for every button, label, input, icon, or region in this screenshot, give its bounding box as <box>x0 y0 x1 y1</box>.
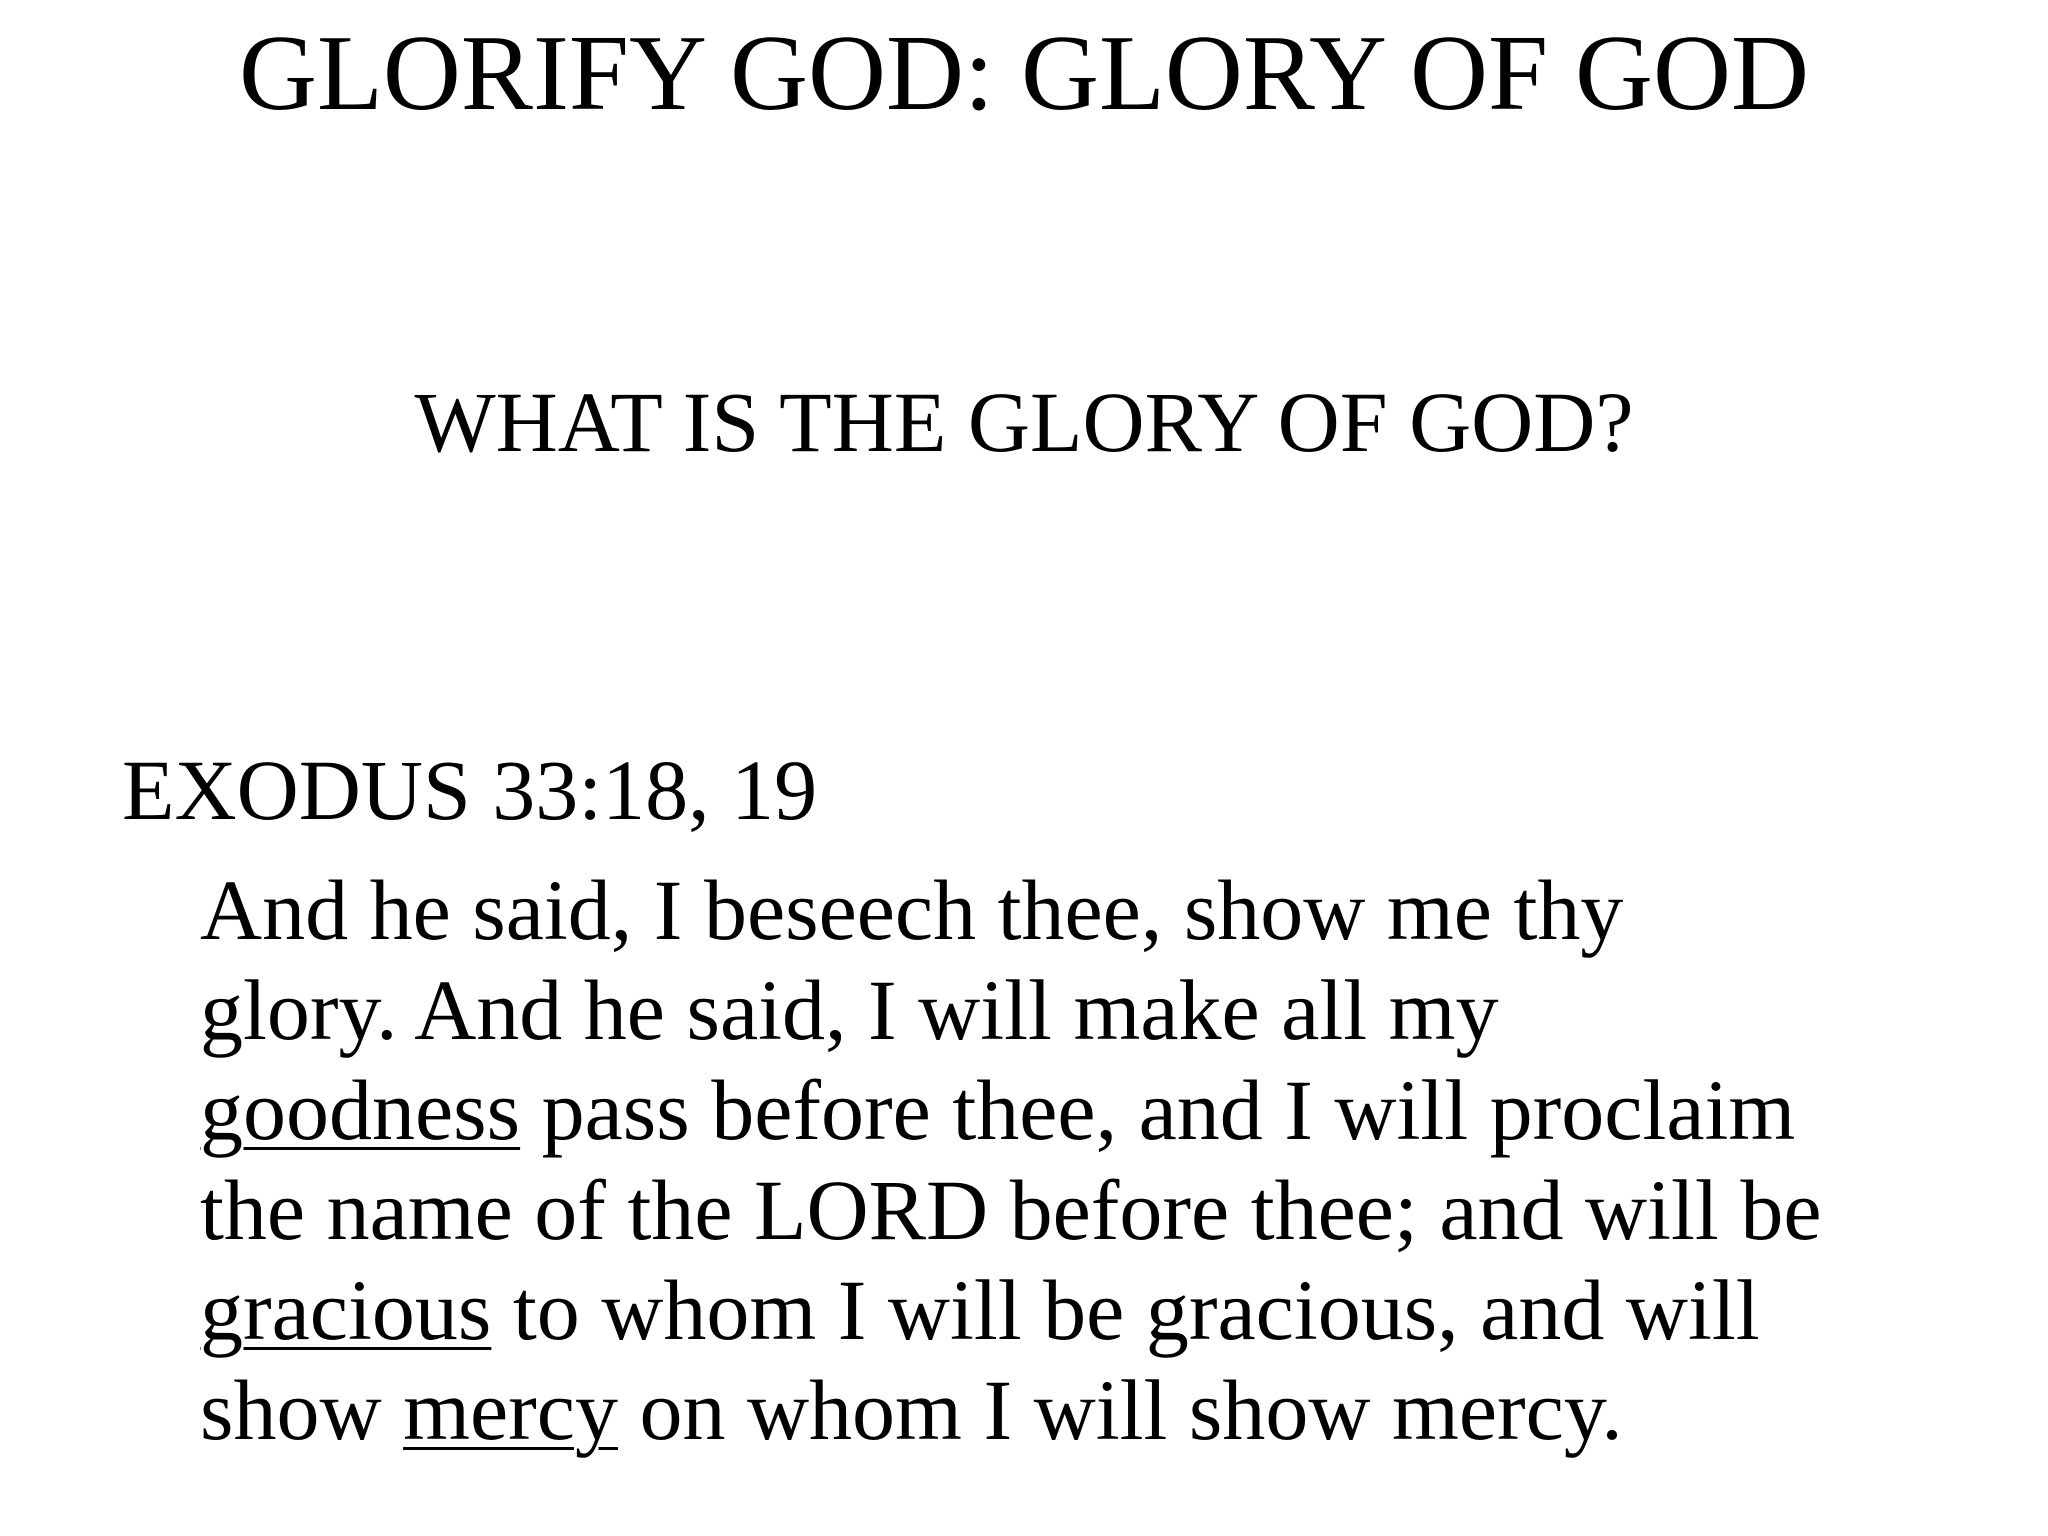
verse-line <box>200 1060 1990 1160</box>
page-subtitle: WHAT IS THE GLORY OF GOD? <box>414 374 1634 470</box>
verse-text <box>200 860 1990 1460</box>
verse-text-segment: to whom I will be gracious, and will <box>491 1262 1760 1358</box>
verse-line <box>200 1360 1990 1460</box>
verse-text-segment: pass before thee, and I will proclaim <box>520 1062 1796 1158</box>
verse-line <box>200 1260 1990 1360</box>
underlined-word-gracious: gracious <box>200 1262 492 1358</box>
underlined-word-mercy: mercy <box>403 1362 618 1458</box>
page-title: GLORIFY GOD: GLORY OF GOD <box>238 14 1810 133</box>
verse-text-segment: on whom I will show mercy. <box>617 1362 1623 1458</box>
verse-line: the name of the LORD before thee; and will be <box>200 1162 1822 1258</box>
verse-line: glory. And he said, I will make all my <box>200 962 1499 1058</box>
verse-line: And he said, I beseech thee, show me thy <box>200 862 1624 958</box>
underlined-word-goodness: goodness <box>200 1062 521 1158</box>
verse-text-segment: show <box>200 1362 404 1458</box>
scripture-reference: EXODUS 33:18, 19 <box>122 742 818 838</box>
